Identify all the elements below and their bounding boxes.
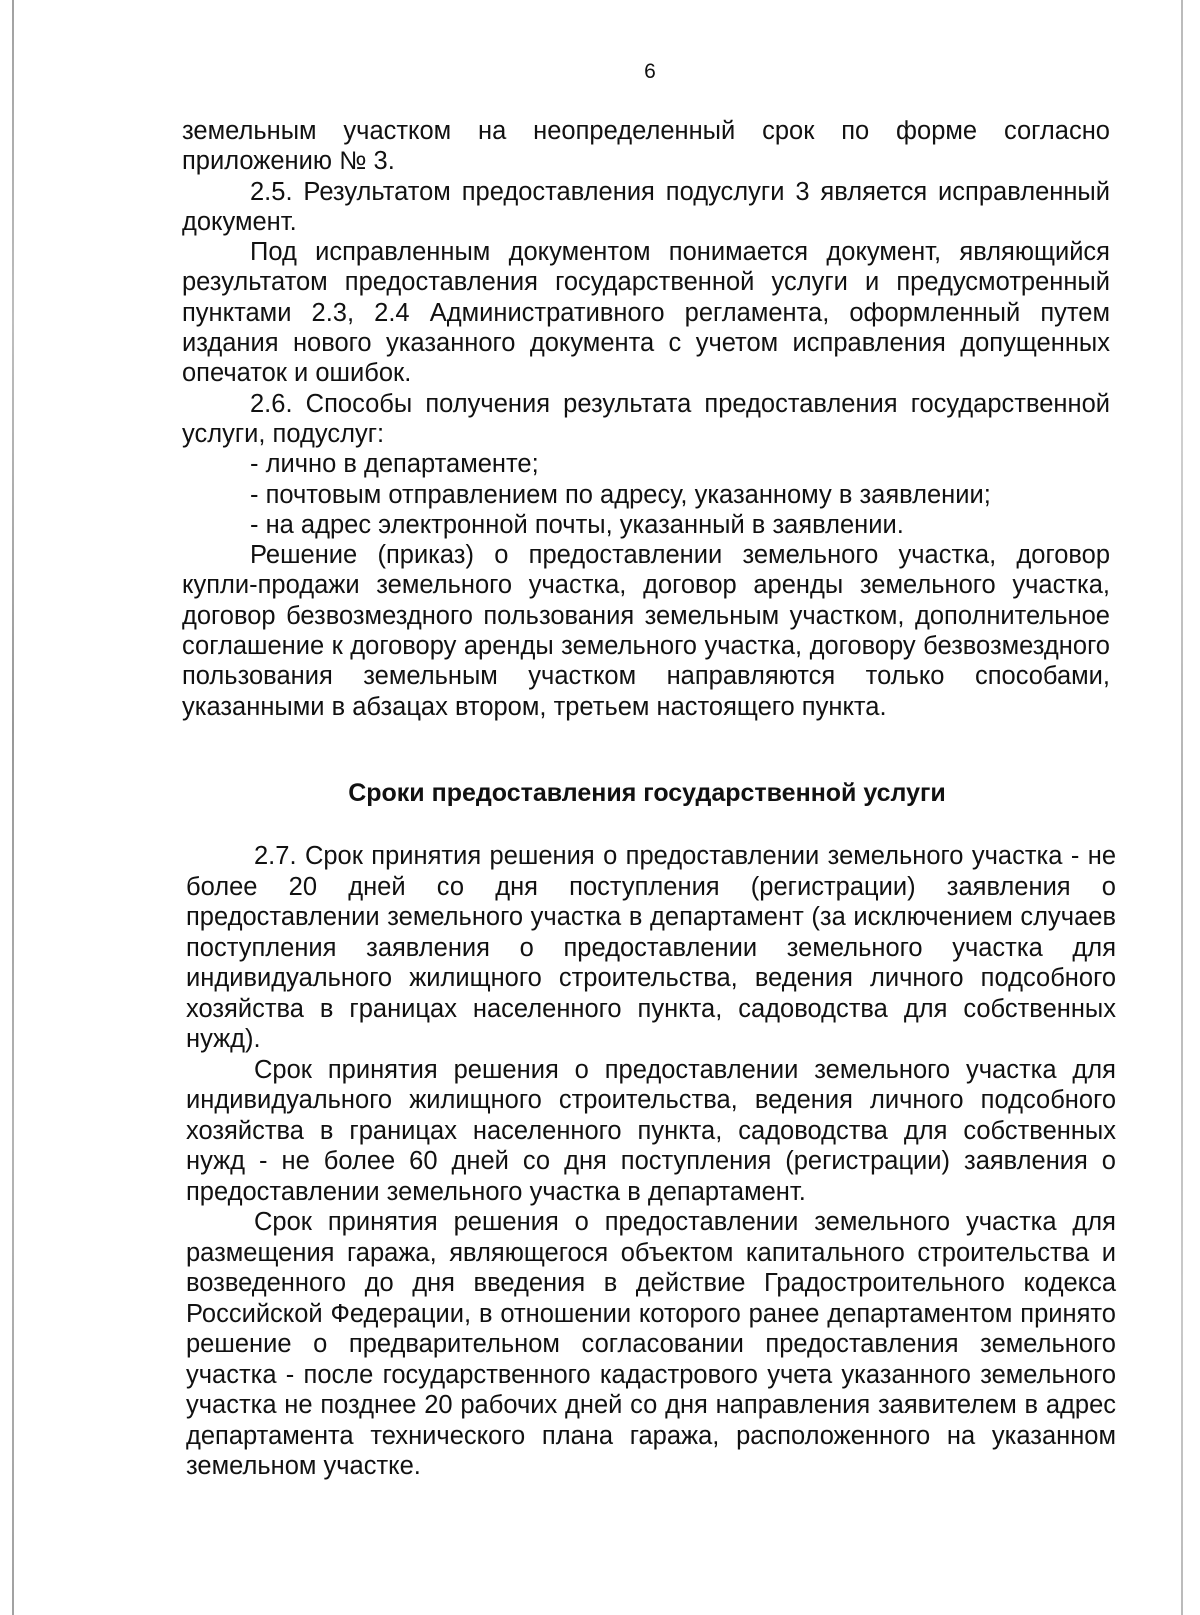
list-item-in-person: - лично в департаменте; <box>250 450 539 479</box>
top-text-block <box>182 116 1110 722</box>
paragraph-2-7: 2.7. Срок принятия решения о предоставлении земельного участка - не более 20 дней со дня поступления (регистрации) заявления о предоставлении земельного участка в департамент (за исключением случаев поступления заявления о предоставлении земельного участка для индивидуального жилищного строительства, ведения личного подсобного хозяйства в границах населенного пункта, садоводства для собственных нужд). <box>186 842 1116 1053</box>
paragraph-2-6: 2.6. Способы получения результата предоставления государственной услуги, подуслуг: <box>182 389 1110 448</box>
bottom-text-block <box>186 841 1116 1482</box>
paragraph-corrected-document: Под исправленным документом понимается документ, являющийся результатом предоставления государственной услуги и предусмотренный пунктами 2.3, 2.4 Административного регламента, оформленный путем издания нового указанного документа с учетом исправления допущенных опечаток и ошибок. <box>182 238 1110 388</box>
section-heading: Сроки предоставления государственной услуги <box>348 779 946 807</box>
paragraph-garage: Срок принятия решения о предоставлении земельного участка для размещения гаража, являющегося объектом капитального строительства и возведенного до дня введения в действие Градостроительного кодекса Российской Федерации, в отношении которого ранее департаментом принято решение о предварительном согласовании предоставления земельного участка - после государственного кадастрового учета указанного земельного участка не позднее 20 рабочих дней со дня направления заявителем в адрес департамента технического плана гаража, расположенного на указанном земельном участке. <box>186 1208 1116 1480</box>
paragraph-2-5: 2.5. Результатом предоставления подуслуги 3 является исправленный документ. <box>182 177 1110 236</box>
scan-edge-right <box>1181 0 1183 1615</box>
paragraph-60-days: Срок принятия решения о предоставлении земельного участка для индивидуального жилищного строительства, ведения личного подсобного хозяйства в границах населенного пункта, садоводства для собственных нужд - не более 60 дней со дня поступления (регистрации) заявления о предоставлении земельного участка в департамент. <box>186 1055 1116 1206</box>
scan-edge-left <box>12 0 14 1615</box>
list-item-post: - почтовым отправлением по адресу, указанному в заявлении; <box>250 480 991 509</box>
paragraph-decision: Решение (приказ) о предоставлении земельного участка, договор купли-продажи земельного участка, договор аренды земельного участка, договор безвозмездного пользования земельным участком, дополнительное соглашение к договору аренды земельного участка, договору безвозмездного пользования земельным участком направляются только способами, указанными в абзацах втором, третьем настоящего пункта. <box>182 541 1110 721</box>
paragraph-continuation: земельным участком на неопределенный срок по форме согласно приложению № 3. <box>182 117 1110 176</box>
page-number: 6 <box>644 60 656 83</box>
list-item-email: - на адрес электронной почты, указанный в заявлении. <box>250 510 904 539</box>
